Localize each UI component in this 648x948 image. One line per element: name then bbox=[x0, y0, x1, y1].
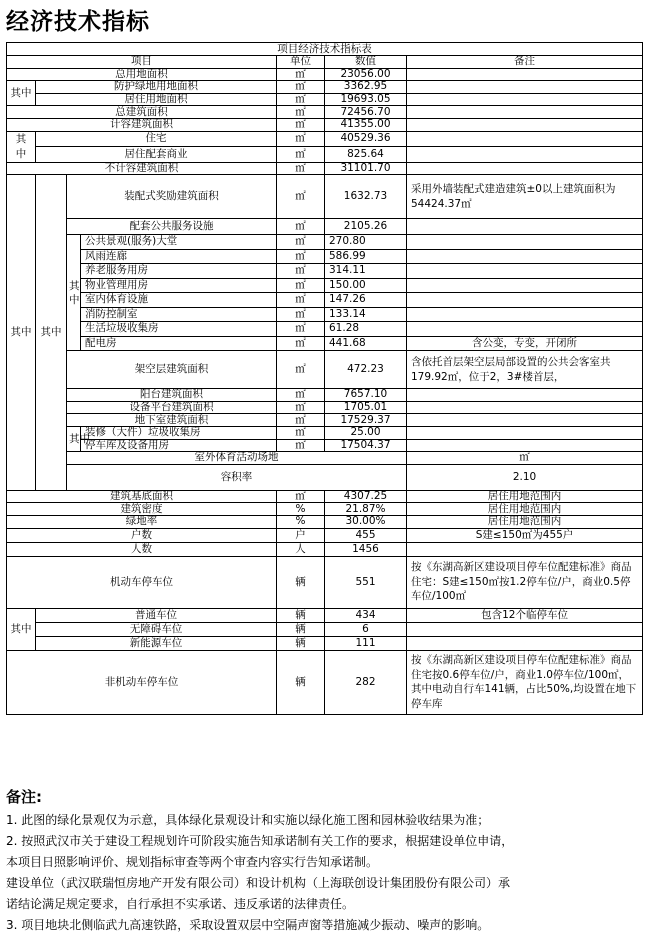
table-row bbox=[7, 68, 643, 81]
row-unit: 辆 bbox=[277, 650, 325, 714]
table-row bbox=[7, 118, 643, 131]
row-unit: ㎡ bbox=[277, 322, 325, 337]
row-unit: ㎡ bbox=[277, 426, 325, 439]
table-row bbox=[7, 336, 643, 351]
row-remark bbox=[407, 235, 643, 250]
row-unit: % bbox=[277, 503, 325, 516]
row-label: 设备平台建筑面积 bbox=[67, 401, 277, 414]
row-label: 生活垃圾收集房 bbox=[81, 322, 277, 337]
row-remark bbox=[407, 278, 643, 293]
row-value: 7657.10 bbox=[325, 389, 407, 402]
row-label: 装配式奖励建筑面积 bbox=[67, 175, 277, 219]
qizhong-label: 其中 bbox=[7, 81, 36, 106]
table-row bbox=[7, 175, 643, 219]
row-label: 不计容建筑面积 bbox=[7, 162, 277, 175]
row-remark: 含依托首层架空层局部设置的公共会客室共179.92㎡，位于2，3#楼首层， bbox=[407, 351, 643, 389]
row-remark bbox=[407, 118, 643, 131]
row-label: 阳台建筑面积 bbox=[67, 389, 277, 402]
row-remark bbox=[407, 636, 643, 650]
row-unit: ㎡ bbox=[277, 118, 325, 131]
row-remark bbox=[407, 93, 643, 106]
row-unit: ㎡ bbox=[277, 235, 325, 250]
row-unit: ㎡ bbox=[277, 162, 325, 175]
row-label: 建筑密度 bbox=[7, 503, 277, 516]
table-row bbox=[7, 650, 643, 714]
row-value: 72456.70 bbox=[325, 106, 407, 119]
row-value: 19693.05 bbox=[325, 93, 407, 106]
row-value: 2.10 bbox=[407, 464, 643, 490]
row-label: 居住用地面积 bbox=[36, 93, 277, 106]
row-unit: ㎡ bbox=[277, 490, 325, 503]
note-line: 本项目日照影响评价、规划指标审查等两个审查内容实行告知承诺制。 bbox=[6, 855, 379, 869]
page-title: 经济技术指标 bbox=[6, 9, 150, 35]
row-value: 314.11 bbox=[325, 264, 407, 279]
row-remark bbox=[407, 439, 643, 452]
row-label: 户数 bbox=[7, 528, 277, 542]
row-label: 配套公共服务设施 bbox=[67, 219, 277, 235]
row-unit: ㎡ bbox=[277, 219, 325, 235]
row-value: 455 bbox=[325, 528, 407, 542]
table-row bbox=[7, 608, 643, 622]
qizhong-label: 其中 bbox=[67, 426, 81, 451]
row-unit: 辆 bbox=[277, 556, 325, 608]
row-label: 总用地面积 bbox=[7, 68, 277, 81]
row-value: 17504.37 bbox=[325, 439, 407, 452]
row-remark: 按《东湖高新区建设项目停车位配建标准》商品住宅：S建≤150㎡按1.2停车位/户，商业0.5停车位/100㎡ bbox=[407, 556, 643, 608]
qi-char: 其 bbox=[15, 132, 27, 145]
row-unit: ㎡ bbox=[277, 131, 325, 147]
row-remark bbox=[407, 81, 643, 94]
table-row bbox=[7, 515, 643, 528]
row-label: 计容建筑面积 bbox=[7, 118, 277, 131]
row-value: 25.00 bbox=[325, 426, 407, 439]
table-row bbox=[7, 131, 643, 147]
row-remark: 居住用地范围内 bbox=[407, 503, 643, 516]
notes-section bbox=[6, 786, 646, 936]
row-remark bbox=[407, 322, 643, 337]
row-unit: ㎡ bbox=[277, 351, 325, 389]
table-row bbox=[7, 452, 643, 465]
table-row bbox=[7, 414, 643, 427]
row-remark bbox=[407, 249, 643, 264]
row-remark bbox=[407, 622, 643, 636]
header-item: 项目 bbox=[7, 56, 277, 69]
row-value: 441.68 bbox=[325, 336, 407, 351]
row-unit: ㎡ bbox=[277, 401, 325, 414]
qizhong-label: 其中 bbox=[7, 608, 36, 650]
row-label: 无障碍车位 bbox=[36, 622, 277, 636]
table-row bbox=[7, 490, 643, 503]
row-label: 建筑基底面积 bbox=[7, 490, 277, 503]
row-remark bbox=[407, 307, 643, 322]
header-remark: 备注 bbox=[407, 56, 643, 69]
table-row bbox=[7, 235, 643, 250]
zhong-char: 中 bbox=[15, 147, 27, 160]
row-unit: 户 bbox=[277, 528, 325, 542]
row-unit: ㎡ bbox=[277, 249, 325, 264]
table-row bbox=[7, 636, 643, 650]
row-unit: ㎡ bbox=[277, 264, 325, 279]
table-row bbox=[7, 622, 643, 636]
row-unit: ㎡ bbox=[277, 389, 325, 402]
row-label: 防护绿地用地面积 bbox=[36, 81, 277, 94]
row-remark bbox=[407, 68, 643, 81]
table-row bbox=[7, 81, 643, 94]
row-remark bbox=[407, 219, 643, 235]
note-line: 诺结论满足规定要求，自行承担不实承诺、违反承诺的法律责任。 bbox=[6, 897, 355, 911]
table-row bbox=[7, 389, 643, 402]
row-remark bbox=[407, 106, 643, 119]
row-label: 物业管理用房 bbox=[81, 278, 277, 293]
row-value: 551 bbox=[325, 556, 407, 608]
row-label: 居住配套商业 bbox=[36, 147, 277, 163]
row-value: 21.87% bbox=[325, 503, 407, 516]
row-unit: ㎡ bbox=[277, 106, 325, 119]
row-unit: ㎡ bbox=[277, 278, 325, 293]
row-unit: ㎡ bbox=[277, 147, 325, 163]
row-label: 室内体育设施 bbox=[81, 293, 277, 308]
row-label: 装修（大件）垃圾收集房 bbox=[81, 426, 277, 439]
row-value: 23056.00 bbox=[325, 68, 407, 81]
row-value: 282 bbox=[325, 650, 407, 714]
row-unit: ㎡ bbox=[277, 307, 325, 322]
row-remark bbox=[407, 131, 643, 147]
row-unit: 人 bbox=[277, 542, 325, 556]
row-label: 配电房 bbox=[81, 336, 277, 351]
row-unit: ㎡ bbox=[277, 93, 325, 106]
row-value: 2105.26 bbox=[325, 219, 407, 235]
row-remark bbox=[407, 264, 643, 279]
table-row bbox=[7, 439, 643, 452]
row-value: 1705.01 bbox=[325, 401, 407, 414]
row-remark bbox=[407, 162, 643, 175]
table-row bbox=[7, 93, 643, 106]
table-row bbox=[7, 264, 643, 279]
row-unit: ㎡ bbox=[277, 414, 325, 427]
table-row bbox=[7, 219, 643, 235]
row-label: 停车库及设备用房 bbox=[81, 439, 277, 452]
row-value: 586.99 bbox=[325, 249, 407, 264]
row-value: 434 bbox=[325, 608, 407, 622]
table-row bbox=[7, 464, 643, 490]
table-row bbox=[7, 106, 643, 119]
row-label: 风雨连廊 bbox=[81, 249, 277, 264]
row-label: 普通车位 bbox=[36, 608, 277, 622]
table-row bbox=[7, 556, 643, 608]
row-unit: ㎡ bbox=[277, 81, 325, 94]
row-value: 270.80 bbox=[325, 235, 407, 250]
note-line: 建设单位（武汉联瑞恒房地产开发有限公司）和设计机构（上海联创设计集团股份有限公司）承 bbox=[6, 876, 511, 890]
row-value: 472.23 bbox=[325, 351, 407, 389]
row-unit: ㎡ bbox=[277, 68, 325, 81]
qizhong-stacked-label bbox=[7, 131, 36, 162]
row-remark bbox=[407, 414, 643, 427]
row-remark: 含公变，专变，开闭所 bbox=[407, 336, 643, 351]
table-row bbox=[7, 528, 643, 542]
table-row bbox=[7, 278, 643, 293]
table-row bbox=[7, 147, 643, 163]
table-row bbox=[7, 351, 643, 389]
row-remark: 居住用地范围内 bbox=[407, 515, 643, 528]
row-label: 公共景观(服务)大堂 bbox=[81, 235, 277, 250]
table-title-row bbox=[7, 43, 643, 56]
row-remark: S建≤150㎡为455户 bbox=[407, 528, 643, 542]
row-unit: ㎡ bbox=[277, 336, 325, 351]
row-value: 1632.73 bbox=[325, 175, 407, 219]
row-label: 地下室建筑面积 bbox=[67, 414, 277, 427]
row-value: 150.00 bbox=[325, 278, 407, 293]
row-remark bbox=[407, 293, 643, 308]
row-label: 机动车停车位 bbox=[7, 556, 277, 608]
table-title: 项目经济技术指标表 bbox=[7, 43, 643, 56]
row-label: 总建筑面积 bbox=[7, 106, 277, 119]
header-unit: 单位 bbox=[277, 56, 325, 69]
row-unit: % bbox=[277, 515, 325, 528]
row-remark bbox=[407, 147, 643, 163]
note-line: 1. 此图的绿化景观仅为示意，具体绿化景观设计和实施以绿化施工图和园林验收结果为准； bbox=[6, 813, 490, 827]
row-value: 133.14 bbox=[325, 307, 407, 322]
row-label: 人数 bbox=[7, 542, 277, 556]
row-value: 6 bbox=[325, 622, 407, 636]
qizhong-label: 其中 bbox=[67, 235, 81, 351]
row-unit: 辆 bbox=[277, 622, 325, 636]
row-label: 绿地率 bbox=[7, 515, 277, 528]
row-remark: 按《东湖高新区建设项目停车位配建标准》商品住宅按0.6停车位/户，商业1.0停车位/100㎡，其中电动自行车141辆，占比50%,均设置在地下停车库 bbox=[407, 650, 643, 714]
table-row bbox=[7, 503, 643, 516]
table-row bbox=[7, 322, 643, 337]
table-row bbox=[7, 293, 643, 308]
notes-title: 备注: bbox=[6, 788, 42, 806]
row-remark bbox=[407, 401, 643, 414]
row-label: 养老服务用房 bbox=[81, 264, 277, 279]
row-label: 新能源车位 bbox=[36, 636, 277, 650]
row-label: 消防控制室 bbox=[81, 307, 277, 322]
row-remark: 包含12个临停车位 bbox=[407, 608, 643, 622]
row-remark bbox=[407, 542, 643, 556]
row-unit: ㎡ bbox=[277, 293, 325, 308]
row-value: 1456 bbox=[325, 542, 407, 556]
row-value: 17529.37 bbox=[325, 414, 407, 427]
table-row bbox=[7, 542, 643, 556]
row-unit: ㎡ bbox=[277, 439, 325, 452]
table-row bbox=[7, 426, 643, 439]
row-unit: 辆 bbox=[277, 608, 325, 622]
row-remark bbox=[407, 426, 643, 439]
indicator-table bbox=[6, 42, 643, 715]
row-value: 61.28 bbox=[325, 322, 407, 337]
qizhong-label: 其中 bbox=[7, 175, 36, 491]
row-value: 4307.25 bbox=[325, 490, 407, 503]
row-unit: ㎡ bbox=[277, 175, 325, 219]
row-value: 111 bbox=[325, 636, 407, 650]
table-row bbox=[7, 162, 643, 175]
row-unit: ㎡ bbox=[407, 452, 643, 465]
row-remark: 采用外墙装配式建造建筑±0以上建筑面积为54424.37㎡ bbox=[407, 175, 643, 219]
row-value: 3362.95 bbox=[325, 81, 407, 94]
row-label: 容积率 bbox=[67, 464, 407, 490]
qizhong-label: 其中 bbox=[36, 175, 67, 491]
note-line: 3. 项目地块北侧临武九高速铁路，采取设置双层中空隔声窗等措施减少振动、噪声的影响。 bbox=[6, 918, 490, 932]
table-header-row bbox=[7, 56, 643, 69]
row-label: 非机动车停车位 bbox=[7, 650, 277, 714]
row-value: 31101.70 bbox=[325, 162, 407, 175]
row-value: 825.64 bbox=[325, 147, 407, 163]
row-unit: 辆 bbox=[277, 636, 325, 650]
note-line: 2. 按照武汉市关于建设工程规划许可阶段实施告知承诺制有关工作的要求，根据建设单位申请， bbox=[6, 834, 514, 848]
row-remark: 居住用地范围内 bbox=[407, 490, 643, 503]
table-row bbox=[7, 249, 643, 264]
header-value: 数值 bbox=[325, 56, 407, 69]
row-value: 30.00% bbox=[325, 515, 407, 528]
table-row bbox=[7, 401, 643, 414]
row-value: 41355.00 bbox=[325, 118, 407, 131]
row-label: 住宅 bbox=[36, 131, 277, 147]
row-value: 40529.36 bbox=[325, 131, 407, 147]
table-row bbox=[7, 307, 643, 322]
row-label: 室外体育活动场地 bbox=[67, 452, 407, 465]
row-label: 架空层建筑面积 bbox=[67, 351, 277, 389]
row-remark bbox=[407, 389, 643, 402]
row-value: 147.26 bbox=[325, 293, 407, 308]
